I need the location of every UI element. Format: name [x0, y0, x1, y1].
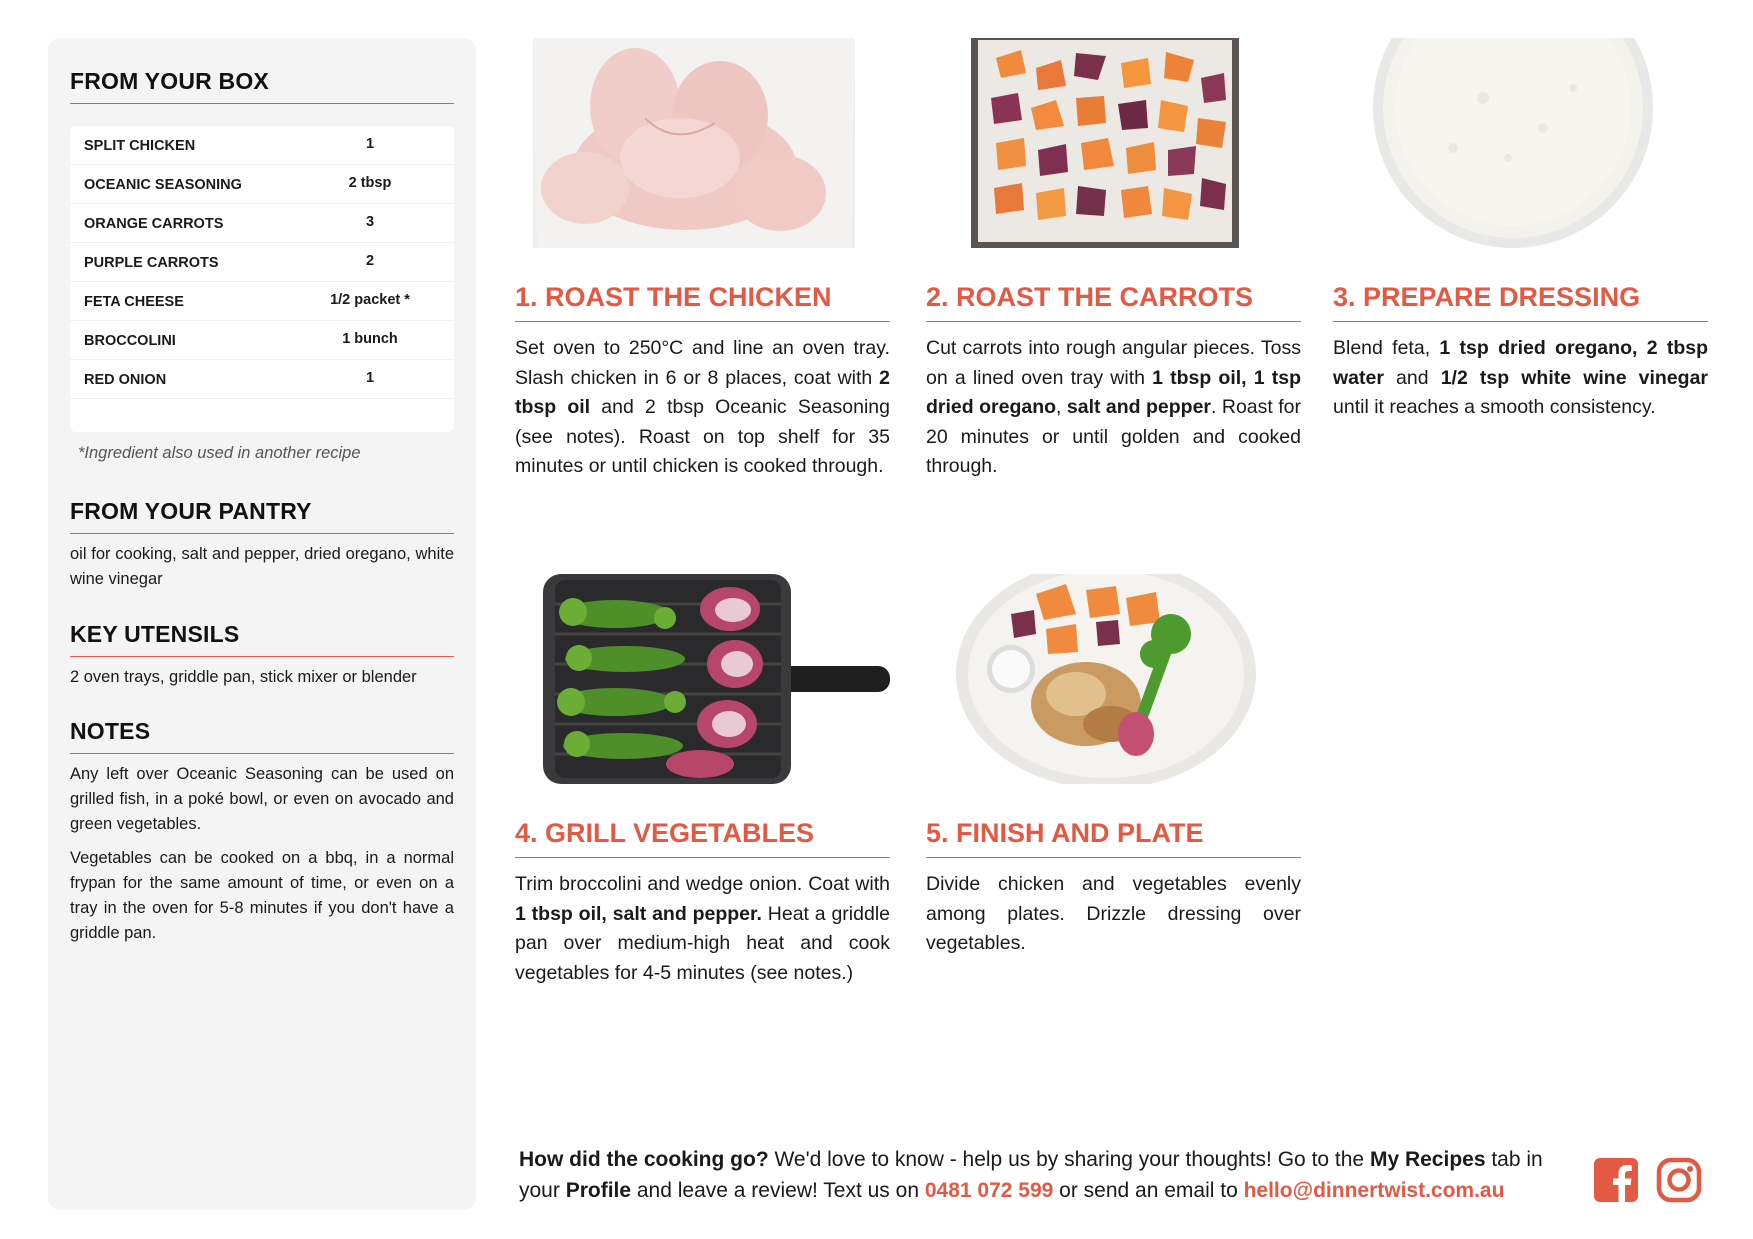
- step-4-image: [515, 574, 890, 784]
- step-4-text: [515, 870, 890, 988]
- step-1-title: 1. ROAST THE CHICKEN: [515, 282, 890, 322]
- notes-paragraph: Any left over Oceanic Seasoning can be used on grilled fish, in a poké bowl, or even on avocado and green vegetables.: [70, 765, 454, 833]
- ingredient-qty: 2 tbsp: [348, 175, 392, 191]
- notes-heading: NOTES: [70, 718, 454, 754]
- feedback-footer: [519, 1144, 1579, 1206]
- step-text-bold: 1 tsp dried oregano, 2 tbsp water: [1333, 337, 1708, 389]
- pantry-text: oil for cooking, salt and pepper, dried oregano, white wine vinegar: [70, 545, 454, 588]
- step-2-text: [926, 334, 1301, 482]
- ingredient-name: OCEANIC SEASONING: [84, 177, 242, 193]
- step-text-part: Divide chicken and vegetables evenly among plates. Drizzle dressing over vegetables.: [926, 873, 1301, 954]
- ingredient-qty: 1/2 packet *: [330, 292, 410, 308]
- notes-paragraph: Vegetables can be cooked on a bbq, in a normal frypan for the same amount of time, or even on a tray in the oven for 5-8 minutes if you don't have a griddle pan.: [70, 849, 454, 942]
- ingredient-qty: 2: [365, 253, 375, 269]
- step-text-part: and: [1383, 366, 1441, 389]
- step-text-part: Blend feta,: [1333, 337, 1440, 359]
- step-text-part: ,: [1056, 396, 1067, 418]
- profile-link[interactable]: Profile: [565, 1179, 632, 1202]
- ingredient-qty: 1: [365, 370, 375, 386]
- ingredient-name: SPLIT CHICKEN: [84, 138, 196, 154]
- my-recipes-link[interactable]: My Recipes: [1369, 1148, 1486, 1171]
- ingredients-panel: [48, 38, 476, 1210]
- step-3-image: [1333, 38, 1708, 248]
- step-5-title: 5. FINISH AND PLATE: [926, 818, 1301, 858]
- phone-link[interactable]: 0481 072 599: [924, 1179, 1054, 1202]
- step-text-bold: salt and pepper: [1066, 396, 1212, 418]
- step-text-part: and 2 tbsp Oceanic Seasoning (see notes). Roast on top shelf for 35 minutes or until chicken is cooked through.: [515, 396, 890, 477]
- footer-lead: How did the cooking go?: [519, 1148, 769, 1171]
- ingredient-row: [70, 243, 454, 282]
- ingredient-name: BROCCOLINI: [84, 333, 176, 349]
- ingredient-row: [70, 360, 454, 399]
- ingredient-qty: 3: [365, 214, 375, 230]
- step-text-part: . Roast for 20 minutes or until golden and cooked through.: [926, 396, 1301, 477]
- step-text-part: Trim broccolini and wedge onion. Coat with: [515, 873, 890, 895]
- footer-text: tab in your: [519, 1148, 1543, 1202]
- ingredient-row: [70, 204, 454, 243]
- from-your-box-heading: FROM YOUR BOX: [70, 68, 454, 104]
- footer-text: and leave a review! Text us on: [631, 1179, 925, 1202]
- ingredient-row: [70, 165, 454, 204]
- footer-text: We'd love to know - help us by sharing your thoughts! Go to the: [768, 1148, 1370, 1171]
- step-3-title: 3. PREPARE DRESSING: [1333, 282, 1708, 322]
- ingredient-name: ORANGE CARROTS: [84, 216, 224, 232]
- key-utensils-heading: KEY UTENSILS: [70, 621, 454, 657]
- step-2-image: [926, 38, 1301, 248]
- from-your-pantry-heading: FROM YOUR PANTRY: [70, 498, 454, 534]
- ingredient-row: [70, 126, 454, 165]
- step-1-image: [515, 38, 890, 248]
- step-5-text: [926, 870, 1301, 959]
- ingredients-table: [70, 126, 454, 432]
- step-text-part: until it reaches a smooth consistency.: [1333, 396, 1656, 418]
- step-2-title: 2. ROAST THE CARROTS: [926, 282, 1301, 322]
- ingredient-row: [70, 282, 454, 321]
- email-link[interactable]: hello@dinnertwist.com.au: [1243, 1179, 1505, 1202]
- step-4-title: 4. GRILL VEGETABLES: [515, 818, 890, 858]
- ingredient-footnote: *Ingredient also used in another recipe: [78, 444, 361, 462]
- facebook-icon[interactable]: [1592, 1156, 1640, 1204]
- step-text-part: Cut carrots into rough angular pieces. Toss on a lined oven tray with: [926, 337, 1301, 389]
- step-3-text: [1333, 334, 1708, 423]
- step-text-bold: 1 tbsp oil, 1 tsp dried oregano: [926, 366, 1301, 418]
- step-5-image: [926, 574, 1301, 784]
- step-1-text: [515, 334, 890, 482]
- ingredient-name: FETA CHEESE: [84, 294, 184, 310]
- ingredient-name: PURPLE CARROTS: [84, 255, 219, 271]
- step-text-bold: 1 tbsp oil, salt and pepper.: [515, 902, 762, 925]
- utensils-text: 2 oven trays, griddle pan, stick mixer or blender: [70, 668, 417, 686]
- step-text-bold: 1/2 tsp white wine vinegar: [1440, 366, 1709, 389]
- ingredient-qty: 1: [365, 136, 375, 152]
- footer-text: or send an email to: [1053, 1179, 1244, 1202]
- step-text-part: Set oven to 250°C and line an oven tray. Slash chicken in 6 or 8 places, coat with: [515, 337, 890, 389]
- ingredient-qty: 1 bunch: [342, 331, 398, 347]
- step-text-bold: 2 tbsp oil: [515, 366, 890, 418]
- instagram-icon[interactable]: [1655, 1156, 1703, 1204]
- step-text-part: Heat a griddle pan over medium-high heat and cook vegetables for 4-5 minutes (see notes.): [515, 902, 890, 984]
- ingredient-row: [70, 321, 454, 360]
- ingredient-name: RED ONION: [84, 372, 167, 388]
